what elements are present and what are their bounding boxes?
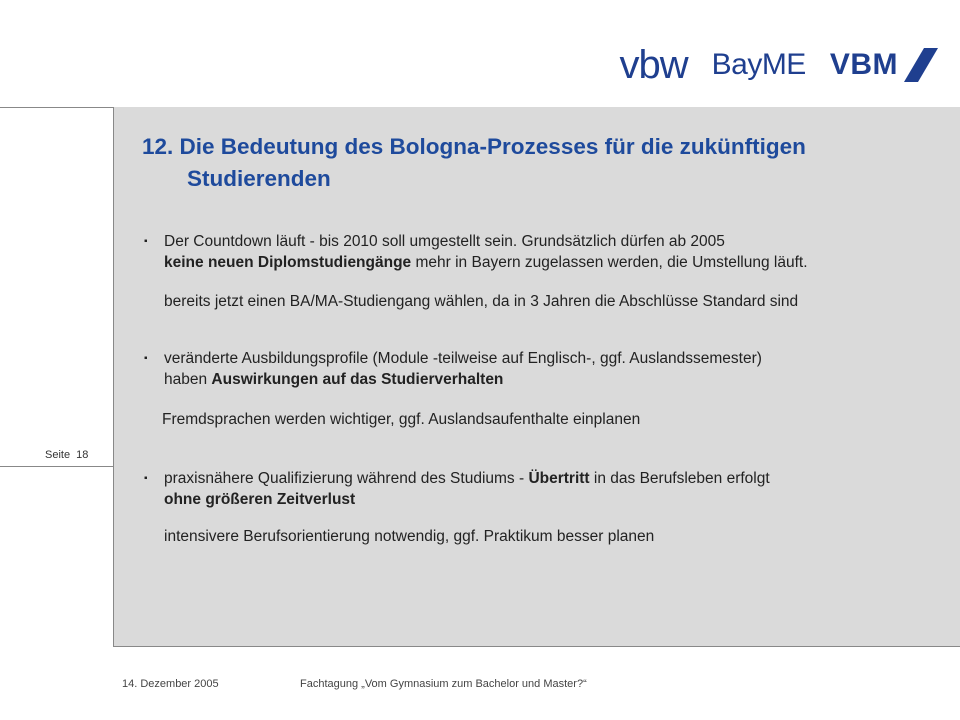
page-number-label: Seite <box>45 449 71 461</box>
arrow-text: Fremdsprachen werden wichtiger, ggf. Auslandsaufenthalte einplanen <box>162 411 641 428</box>
bullet-icon: ▪ <box>144 473 148 484</box>
page-number-value: 18 <box>76 449 89 461</box>
header-logos <box>619 40 938 90</box>
bold-text: keine neuen Diplomstudiengänge <box>164 254 412 271</box>
arrow-item-fremdsprachen <box>144 409 640 430</box>
bold-text: ohne größeren Zeitverlust <box>164 491 356 508</box>
bold-text: Übertritt <box>528 470 590 487</box>
page-number <box>45 449 88 461</box>
bullet-text-line1: Der Countdown läuft - bis 2010 soll umgestellt sein. Grundsätzlich dürfen ab 2005 <box>164 233 725 250</box>
bullet-icon: ▪ <box>144 353 148 364</box>
plain-text: mehr in Bayern zugelassen werden, die Umstellung läuft. <box>411 254 808 271</box>
slide-title-line2: Studierenden <box>187 166 331 191</box>
vbm-logo-text: VBM <box>829 48 898 81</box>
slide-title-line1: 12. Die Bedeutung des Bologna-Prozesses für die zukünftigen <box>142 134 806 159</box>
vbm-logo <box>830 48 938 82</box>
bullet-text-line1: veränderte Ausbildungsprofile (Module -teilweise auf Englisch-, ggf. Auslandssemester) <box>164 350 762 367</box>
slide-title <box>142 131 942 195</box>
plain-text: haben <box>164 371 212 388</box>
bullet-item-ausbildungsprofile <box>144 348 762 390</box>
bullet-text-line2 <box>144 252 808 273</box>
footer-date: 14. Dezember 2005 <box>122 678 219 690</box>
bayme-logo: BayME <box>711 48 806 81</box>
bullet-text-line2 <box>144 489 770 510</box>
footer-event: Fachtagung „Vom Gymnasium zum Bachelor und Master?“ <box>300 678 587 690</box>
plain-text: in das Berufsleben erfolgt <box>589 470 770 487</box>
slide-content <box>113 107 960 647</box>
side-divider <box>0 466 113 467</box>
bold-text: Auswirkungen auf das Studierverhalten <box>211 371 504 388</box>
bullet-text-line2 <box>144 369 762 390</box>
arrow-item-berufsorientierung <box>144 526 654 547</box>
bullet-item-praxis <box>144 468 770 510</box>
vbw-logo: vbw <box>619 42 688 87</box>
arrow-text: intensivere Berufsorientierung notwendig, ggf. Praktikum besser planen <box>164 528 655 545</box>
arrow-item-ba-ma <box>144 291 798 312</box>
arrow-text: bereits jetzt einen BA/MA-Studiengang wählen, da in 3 Jahren die Abschlüsse Standard sind <box>164 293 799 310</box>
plain-text: praxisnähere Qualifizierung während des Studiums - <box>164 470 529 487</box>
vbm-slash-icon <box>904 48 938 82</box>
bullet-icon: ▪ <box>144 236 148 247</box>
bullet-item-countdown <box>144 231 808 273</box>
